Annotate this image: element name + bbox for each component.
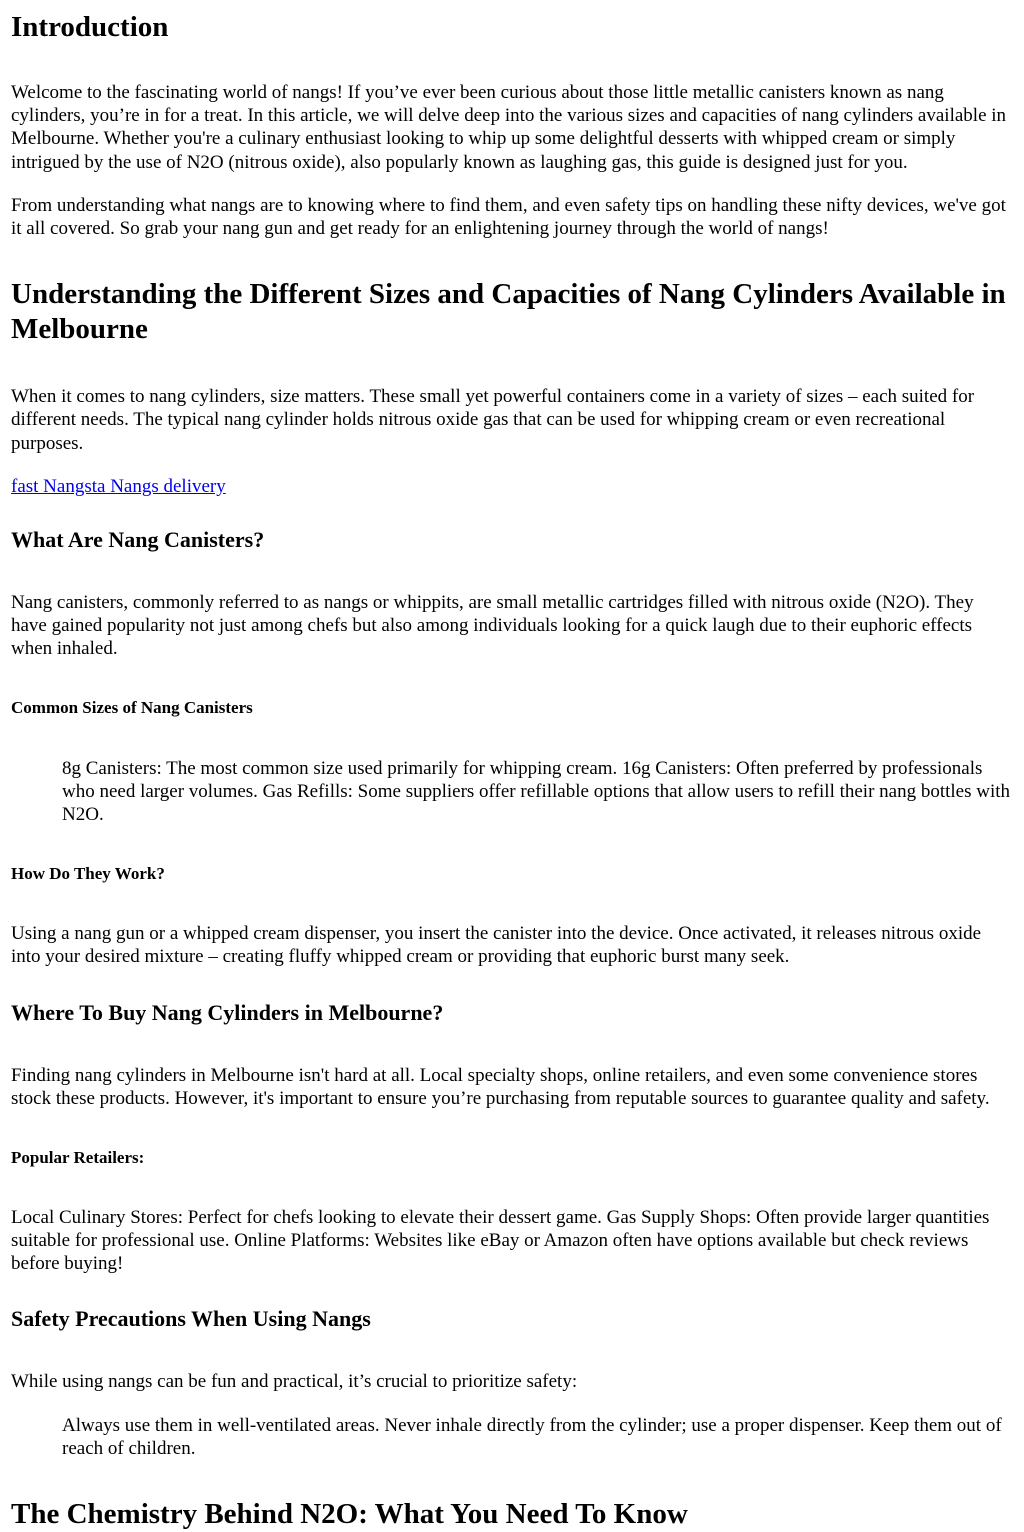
where-paragraph: Finding nang cylinders in Melbourne isn't hard at all. Local specialty shops, online retailers, and even some convenience stores stock these products. However, it's important to ensure you’re purchasing from reputable sources to guarantee quality and safety. (11, 1064, 990, 1109)
retailers-paragraph: Local Culinary Stores: Perfect for chefs looking to elevate their dessert game. Gas Supply Shops: Often provide larger quantities suitable for professional use. Online Platforms: Websites like eBay or Amazon often have options available but check reviews before buying! (11, 1207, 990, 1275)
how-heading: How Do They Work? (11, 864, 165, 884)
safety-paragraph: While using nangs can be fun and practical, it’s crucial to prioritize safety: (11, 1370, 578, 1392)
common-sizes-list: 8g Canisters: The most common size used primarily for whipping cream. 16g Canisters: Often preferred by professionals who need larger volumes. Gas Refills: Some suppliers offer refillable options that allow users to refill their nang bottles with N2O. (62, 757, 1011, 826)
where-heading: Where To Buy Nang Cylinders in Melbourne? (11, 999, 444, 1025)
sizes-paragraph: When it comes to nang cylinders, size matters. These small yet powerful containers come in a variety of sizes – each suited for different needs. The typical nang cylinder holds nitrous oxide gas that can be used for whipping cream or even recreational purposes. (11, 386, 975, 454)
how-paragraph: Using a nang gun or a whipped cream dispenser, you insert the canister into the device. Once activated, it releases nitrous oxide into your desired mixture – creating fluffy whipped cream or providing that euphoric burst many seek. (11, 923, 982, 968)
what-heading: What Are Nang Canisters? (11, 527, 265, 553)
intro-heading: Introduction (11, 11, 169, 43)
chemistry-heading: The Chemistry Behind N2O: What You Need To Know (11, 1498, 688, 1531)
safety-list: Always use them in well-ventilated areas. Never inhale directly from the cylinder; use a proper dispenser. Keep them out of reach of children. (62, 1414, 1002, 1460)
delivery-link[interactable]: fast Nangsta Nangs delivery (11, 475, 226, 497)
intro-paragraph-2: From understanding what nangs are to knowing where to find them, and even safety tips on handling these nifty devices, we've got it all covered. So grab your nang gun and get ready for an enlightening journey through the world of nangs! (11, 194, 1006, 240)
common-sizes-heading: Common Sizes of Nang Canisters (11, 697, 253, 717)
safety-heading: Safety Precautions When Using Nangs (11, 1305, 371, 1331)
what-paragraph: Nang canisters, commonly referred to as nangs or whippits, are small metallic cartridges filled with nitrous oxide (N2O). They have gained popularity not just among chefs but also among individuals looking for a quick laugh due to their euphoric effects when inhaled. (11, 592, 974, 660)
retailers-heading: Popular Retailers: (11, 1148, 145, 1168)
delivery-link-paragraph (11, 475, 1013, 498)
article (0, 10, 1024, 1532)
intro-paragraph-1: Welcome to the fascinating world of nangs! If you’ve ever been curious about those little metallic canisters known as nang cylinders, you’re in for a treat. In this article, we will delve deep into the various sizes and capacities of nang cylinders available in Melbourne. Whether you're a culinary enthusiast looking to whip up some delightful desserts with whipped cream or simply intrigued by the use of N2O (nitrous oxide), also popularly known as laughing gas, this guide is designed just for you. (11, 82, 1007, 173)
sizes-heading: Understanding the Different Sizes and Capacities of Nang Cylinders Available in Melbourne (11, 278, 1006, 346)
